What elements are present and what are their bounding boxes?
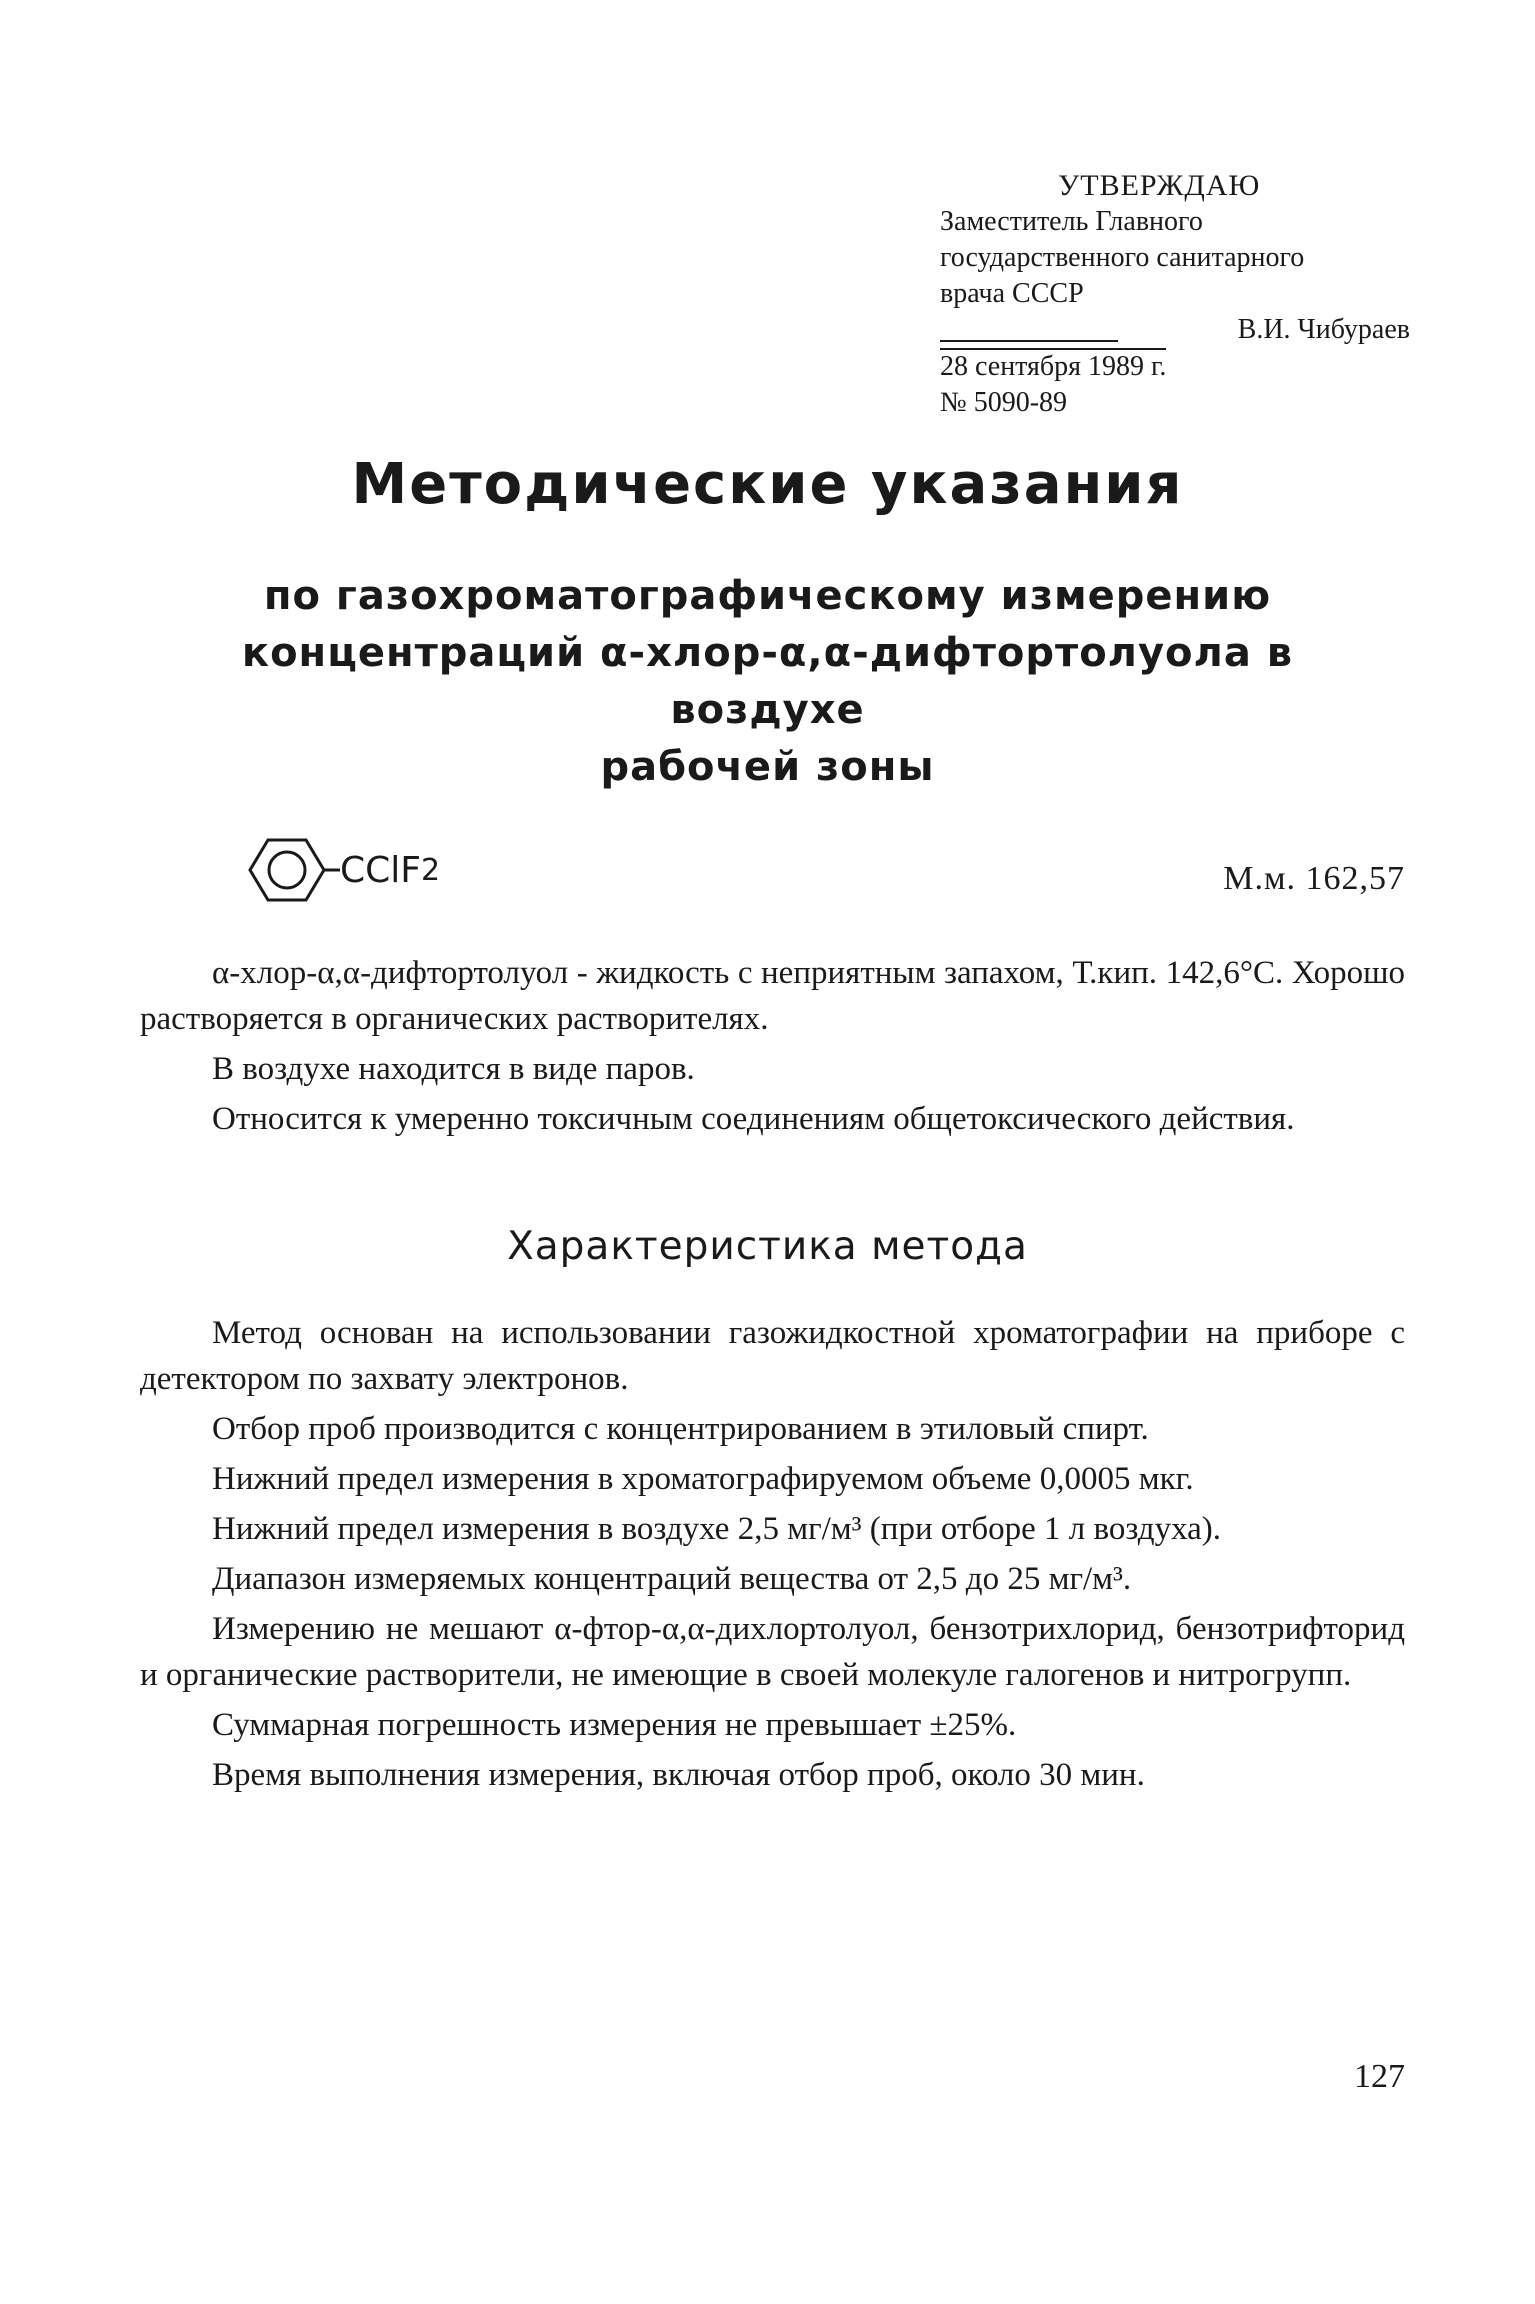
method-paragraph: Суммарная погрешность измерения не превышает ±25%. [212, 1707, 1017, 1743]
section-title: Характеристика метода [507, 1224, 1028, 1269]
page-title: Методические указания [351, 452, 1184, 517]
signature-line [940, 312, 1118, 342]
approval-line-2: государственного санитарного [940, 242, 1305, 273]
approval-line-3: врача СССР [940, 278, 1084, 309]
formula-subscript: 2 [420, 852, 441, 888]
subtitle-line-2: концентраций α-хлор-α,α-дифтортолуола в воздухе [241, 630, 1294, 733]
molar-mass: М.м. 162,57 [1223, 860, 1405, 897]
intro-text [140, 950, 1405, 1142]
approval-block [940, 168, 1410, 421]
intro-paragraph: α-хлор-α,α-дифтортолуол - жидкость с неприятным запахом, Т.кип. 142,6°С. Хорошо растворяется в органических растворителях. [140, 955, 1405, 1037]
structural-formula [230, 820, 440, 920]
method-text [140, 1310, 1405, 1798]
subtitle-line-3: рабочей зоны [600, 744, 935, 790]
benzene-ring-icon [230, 830, 340, 910]
method-paragraph: Нижний предел измерения в воздухе 2,5 мг/м³ (при отборе 1 л воздуха). [212, 1511, 1222, 1547]
signature-row [940, 312, 1410, 348]
method-paragraph: Время выполнения измерения, включая отбор проб, около 30 мин. [212, 1757, 1145, 1793]
method-paragraph: Метод основан на использовании газожидкостной хроматографии на приборе с детектором по захвату электронов. [140, 1315, 1405, 1397]
approval-number: № 5090-89 [940, 387, 1068, 418]
subtitle-line-1: по газохроматографическому измерению [263, 573, 1272, 619]
intro-paragraph: Относится к умеренно токсичным соединениям общетоксического действия. [212, 1101, 1295, 1137]
page-number: 127 [1354, 2058, 1405, 2095]
approval-date: 28 сентября 1989 г. [940, 348, 1166, 384]
signatory-name: В.И. Чибураев [1237, 314, 1410, 345]
approval-heading: УТВЕРЖДАЮ [1058, 169, 1261, 202]
method-paragraph: Измерению не мешают α-фтор-α,α-дихлортолуол, бензотрихлорид, бензотрифторид и органические растворители, не имеющие в своей молекуле галогенов и нитрогрупп. [140, 1611, 1405, 1693]
formula-substituent: CClF [340, 849, 421, 891]
page-subtitle [150, 568, 1385, 796]
approval-line-1: Заместитель Главного [940, 206, 1203, 237]
intro-paragraph: В воздухе находится в виде паров. [212, 1051, 695, 1087]
method-paragraph: Нижний предел измерения в хроматографируемом объеме 0,0005 мкг. [212, 1461, 1194, 1497]
method-paragraph: Отбор проб производится с концентрированием в этиловый спирт. [212, 1411, 1149, 1447]
method-paragraph: Диапазон измеряемых концентраций вещества от 2,5 до 25 мг/м³. [212, 1561, 1132, 1597]
